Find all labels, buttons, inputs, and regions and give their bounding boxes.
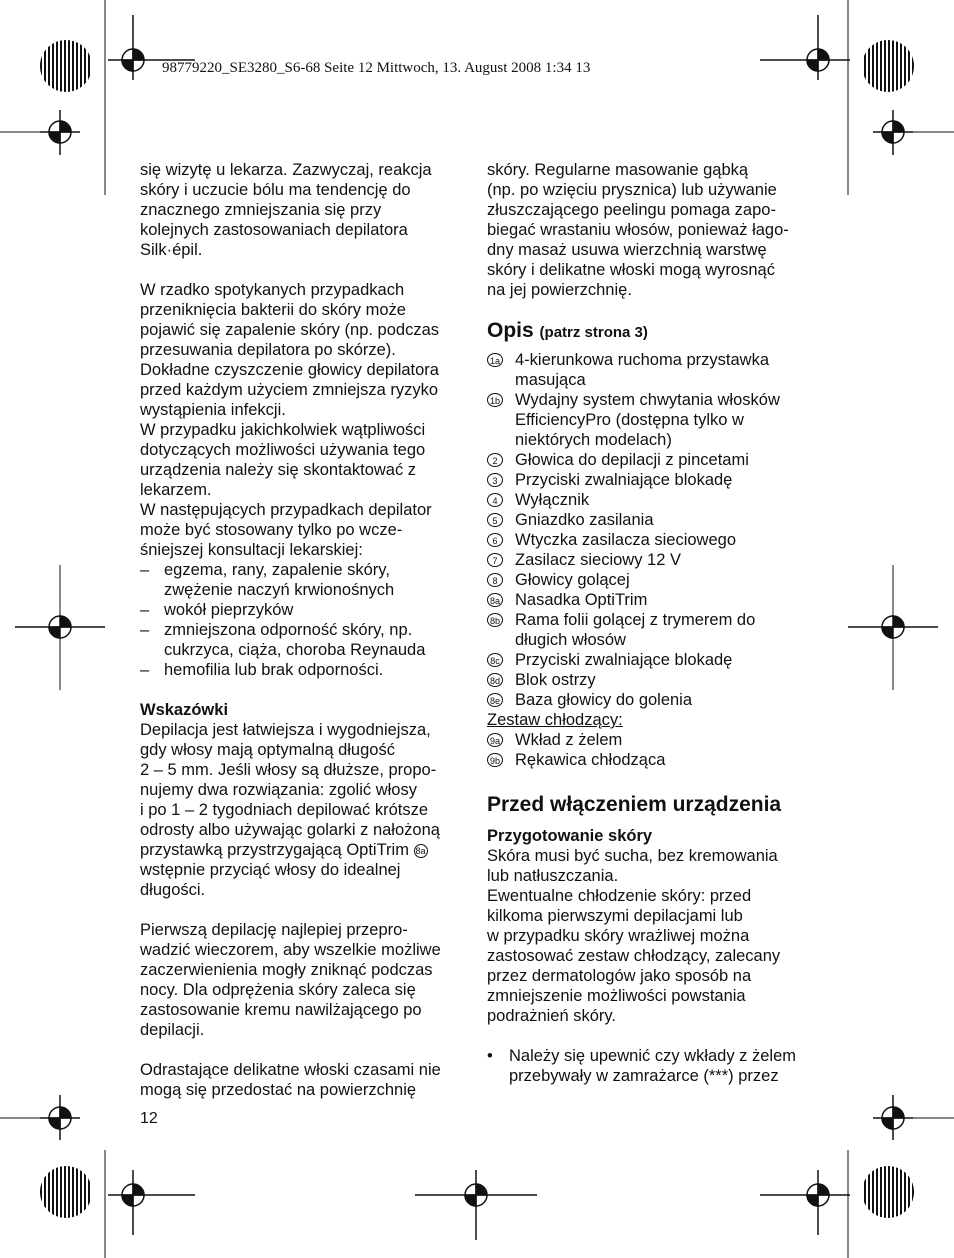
list-item-text: Zasilacz sieciowy 12 V	[515, 551, 681, 569]
subheading-prep: Przygotowanie skóry	[487, 827, 653, 845]
reference-badge: 5	[487, 513, 503, 527]
list-item-text: Wydajny system chwytania włosków EfficiencyPro (dostępna tylko w niektórych modelach)	[515, 391, 780, 449]
registration-mark-left-upper	[40, 110, 80, 155]
subheading-tips: Wskazówki	[140, 701, 229, 719]
registration-mark-right-upper	[873, 110, 913, 155]
star-target-bottom-right	[862, 1166, 914, 1218]
cooling-list	[487, 730, 822, 770]
reference-badge: 8c	[487, 653, 503, 667]
list-item	[487, 590, 822, 610]
reference-badge: 4	[487, 493, 503, 507]
paragraph: Skóra musi być sucha, bez kremowania lub natłuszczania. Ewentualne chłodzenie skóry: przed kilkoma pierwszymi depilacjami lub w przypadku skóry wrażliwej można zastosować zestaw chłodzący, zalecany przez dermatologów jako sposób na zmniejszenie możliwości powstania podrażnień skóry.	[487, 847, 781, 1025]
reference-badge: 2	[487, 453, 503, 467]
list-item	[487, 470, 822, 490]
reference-badge: 8a	[415, 846, 426, 856]
list-item	[487, 550, 822, 570]
reference-badge: 8d	[487, 673, 503, 687]
list-item-text: Wkład z żelem	[515, 731, 623, 749]
print-header: 98779220_SE3280_S6-68 Seite 12 Mittwoch, 13. August 2008 1:34 13	[162, 60, 591, 76]
list-item-text: Głowicy golącej	[515, 571, 630, 589]
reference-badge: 7	[487, 553, 503, 567]
heading-opis: Opis (patrz strona 3)	[487, 319, 648, 342]
heading-section: Przed włączeniem urządzenia	[487, 793, 782, 816]
list-item	[487, 690, 822, 710]
list-item-text: Nasadka OptiTrim	[515, 591, 648, 609]
registration-mark-left-middle	[15, 616, 105, 638]
registration-mark-top-right	[760, 15, 850, 80]
list-item	[487, 390, 822, 450]
star-target-top-right	[862, 40, 914, 92]
list-item-text: Wtyczka zasilacza sieciowego	[515, 531, 736, 549]
list-item	[487, 530, 822, 550]
paragraph: Pierwszą depilację najlepiej przepro- wadzić wieczorem, aby wszelkie możliwe zaczerwienienia mogły zniknąć podczas nocy. Dla odprężenia skóry zaleca się zastosowanie kremu nawilżającego po depilacji.	[140, 921, 441, 1039]
reference-badge: 8e	[487, 693, 503, 707]
list-item-text: 4-kierunkowa ruchoma przystawka masująca	[515, 351, 770, 389]
paragraph: Odrastające delikatne włoski czasami nie mogą się przedostać na powierzchnię	[140, 1061, 441, 1099]
reference-badge: 1b	[487, 393, 503, 407]
list-item-text: Rama folii golącej z trymerem do długich włosów	[515, 611, 756, 649]
list-item-text: Blok ostrzy	[515, 671, 596, 689]
list-item-text: Gniazdko zasilania	[515, 511, 654, 529]
reference-badge: 9b	[487, 753, 503, 767]
bullet-item: • Należy się upewnić czy wkłady z żelem przebywały w zamrażarce (***) przez	[487, 1047, 797, 1085]
list-item	[487, 730, 822, 750]
list-item	[487, 570, 822, 590]
list-item: – wokół pieprzyków	[140, 601, 294, 619]
reference-badge: 6	[487, 533, 503, 547]
registration-mark-right-lower	[873, 1095, 913, 1140]
registration-mark-right-middle	[848, 616, 938, 638]
list-item-text: Wyłącznik	[515, 491, 590, 509]
reference-badge: 8a	[487, 593, 503, 607]
cooling-set-label: Zestaw chłodzący:	[487, 711, 623, 729]
right-column	[487, 160, 822, 1086]
reference-badge: 3	[487, 473, 503, 487]
paragraph: skóry. Regularne masowanie gąbką (np. po wzięciu prysznica) lub używanie złuszczającego peelingu pomaga zapo- biegać wrastaniu włosów, ponieważ łago- dny masaż usuwa wierzchnią warstwę skóry i delikatne włoski mogą wyrosnąć na jej powierzchnię.	[487, 161, 789, 299]
list-item	[487, 610, 822, 650]
list-item-text: Przyciski zwalniające blokadę	[515, 651, 733, 669]
list-item	[487, 510, 822, 530]
paragraph: Depilacja jest łatwiejsza i wygodniejsza, gdy włosy mają optymalną długość 2 – 5 mm. Jeśli włosy są dłuższe, propo- nujemy dwa rozwiązania: zgolić włosy i po 1 – 2 tygodniach depilować krótsze odrosty albo używając golarki z nałożoną przystawką przystrzygającą OptiTrim 8a wstępnie przyciąć włosy do idealnej długości.	[140, 721, 440, 899]
registration-mark-bottom-left	[108, 1170, 195, 1235]
reference-badge: 8	[487, 573, 503, 587]
paragraph: W rzadko spotykanych przypadkach przeniknięcia bakterii do skóry może pojawić się zapalenie skóry (np. podczas przesuwania depilatora po skórze). Dokładne czyszczenie głowicy depilatora przed każdym użyciem zmniejsza ryzyko wystąpienia infekcji. W przypadku jakichkolwiek wątpliwości dotyczących możliwości używania tego urządzenia należy się skontaktować z lekarzem. W następujących przypadkach depilator może być stosowany tylko po wcze- śniejszej konsultacji lekarskiej:	[140, 281, 439, 559]
list-item-text: Rękawica chłodząca	[515, 751, 666, 769]
page-number: 12	[140, 1110, 158, 1127]
reference-badge: 1a	[487, 353, 503, 367]
registration-mark-bottom-center	[415, 1170, 537, 1240]
parts-list	[487, 350, 822, 710]
list-item-text: Baza głowicy do golenia	[515, 691, 693, 709]
reference-badge: 9a	[487, 733, 503, 747]
paragraph: się wizytę u lekarza. Zazwyczaj, reakcja skóry i uczucie bólu ma tendencję do znacznego zmniejszania się przy kolejnych zastosowaniach depilatora Silk·épil.	[140, 161, 432, 259]
list-item	[487, 490, 822, 510]
star-target-top-left	[40, 40, 92, 92]
star-target-bottom-left	[40, 1166, 92, 1218]
list-item	[487, 450, 822, 470]
list-item	[487, 750, 822, 770]
registration-mark-bottom-right	[760, 1170, 850, 1235]
list-item-text: Przyciski zwalniające blokadę	[515, 471, 733, 489]
list-item	[487, 670, 822, 690]
list-item: – zmniejszona odporność skóry, np. cukrzyca, ciąża, choroba Reynauda	[140, 621, 426, 659]
list-item	[487, 350, 822, 390]
registration-mark-left-lower	[40, 1095, 80, 1140]
list-item	[487, 650, 822, 670]
list-item: – egzema, rany, zapalenie skóry, zwężenie naczyń krwionośnych	[140, 561, 395, 599]
list-item: – hemofilia lub brak odporności.	[140, 661, 384, 679]
reference-badge: 8b	[487, 613, 503, 627]
left-column	[140, 160, 475, 1100]
list-item-text: Głowica do depilacji z pincetami	[515, 451, 749, 469]
